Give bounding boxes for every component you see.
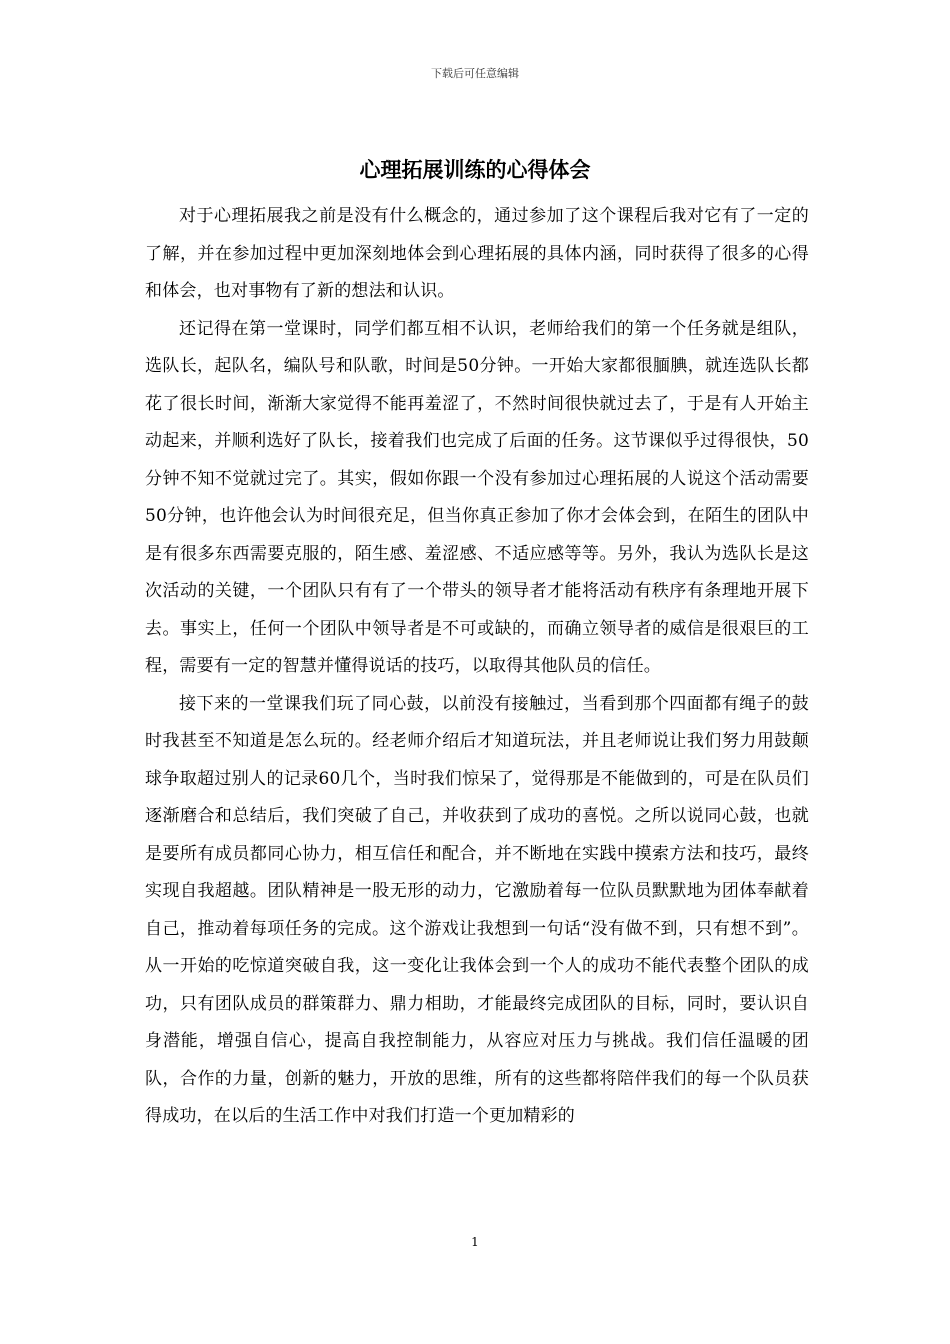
paragraph-drum-game: 接下来的一堂课我们玩了同心鼓，以前没有接触过，当看到那个四面都有绳子的鼓时我甚至不知道是怎么玩的。经老师介绍后才知道玩法，并且老师说让我们努力用鼓颠球争取超过别人的记录60几个，当时我们惊呆了，觉得那是不能做到的，可是在队员们逐渐磨合和总结后，我们突破了自己，并收获到了成功的喜悦。之所以说同心鼓，也就是要所有成员都同心协力，相互信任和配合，并不断地在实践中摸索方法和技巧，最终实现自我超越。团队精神是一股无形的动力，它激励着每一位队员默默地为团体奉献着自己，推动着每项任务的完成。这个游戏让我想到一句话“没有做不到，只有想不到”。从一开始的吃惊道突破自我，这一变化让我体会到一个人的成功不能代表整个团队的成功，只有团队成员的群策群力、鼎力相助，才能最终完成团队的目标，同时，要认识自身潜能，增强自信心，提高自我控制能力，从容应对压力与挑战。我们信任温暖的团队，合作的力量，创新的魅力，开放的思维，所有的这些都将陪伴我们的每一个队员获得成功，在以后的生活工作中对我们打造一个更加精彩的 <box>145 693 809 1126</box>
document-title: 心理拓展训练的心得体会 <box>359 157 591 182</box>
document-body <box>145 198 809 1136</box>
page-header: 下载后可任意编辑 <box>431 67 519 80</box>
paragraph-first-class: 还记得在第一堂课时，同学们都互相不认识，老师给我们的第一个任务就是组队，选队长，起队名，编队号和队歌，时间是50分钟。一开始大家都很腼腆，就连选队长都花了很长时间，渐渐大家觉得不能再羞涩了，不然时间很快就过去了，于是有人开始主动起来，并顺利选好了队长，接着我们也完成了后面的任务。这节课似乎过得很快，50分钟不知不觉就过完了。其实，假如你跟一个没有参加过心理拓展的人说这个活动需要50分钟，也许他会认为时间很充足，但当你真正参加了你才会体会到，在陌生的团队中是有很多东西需要克服的，陌生感、羞涩感、不适应感等等。另外，我认为选队长是这次活动的关键，一个团队只有有了一个带头的领导者才能将活动有秩序有条理地开展下去。事实上，任何一个团队中领导者是不可或缺的，而确立领导者的威信是很艰巨的工程，需要有一定的智慧并懂得说话的技巧，以取得其他队员的信任。 <box>145 318 809 676</box>
paragraph-intro: 对于心理拓展我之前是没有什么概念的，通过参加了这个课程后我对它有了一定的了解，并在参加过程中更加深刻地体会到心理拓展的具体内涵，同时获得了很多的心得和体会，也对事物有了新的想法和认识。 <box>145 206 809 301</box>
page-number: 1 <box>471 1235 479 1249</box>
